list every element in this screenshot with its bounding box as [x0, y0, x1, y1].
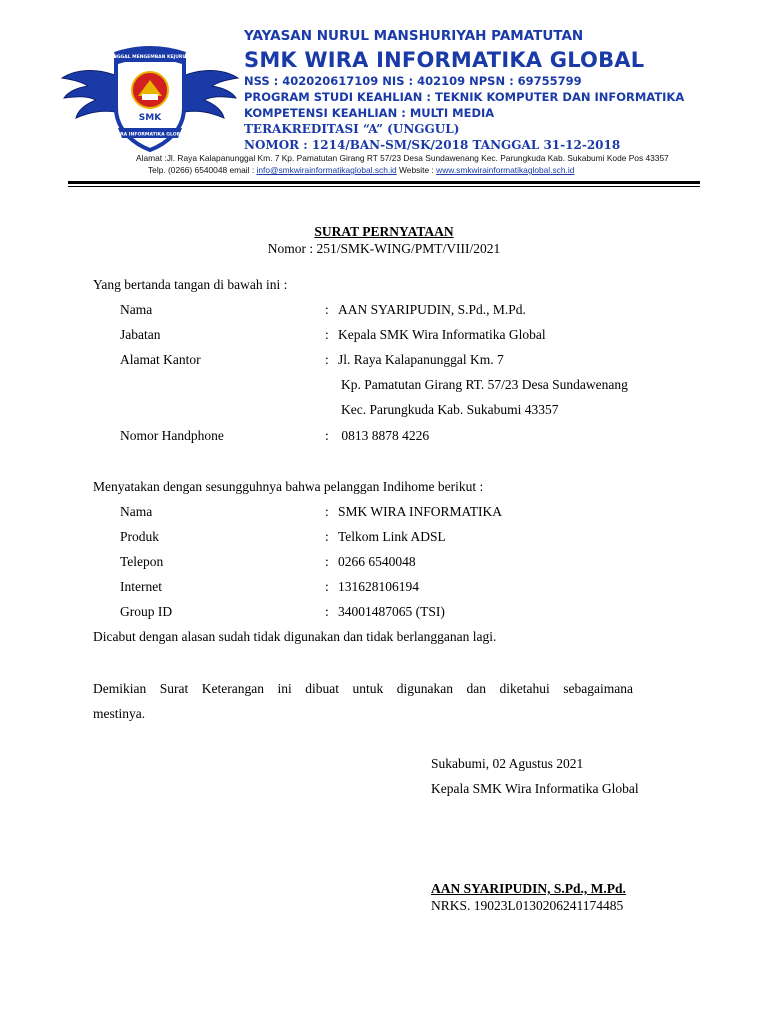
office-address-line2: Kp. Pamatutan Girang RT. 57/23 Desa Sundawenang	[341, 377, 628, 392]
logo-banner-text: TANGGAL MENGEMBAN KEJURUAN	[106, 55, 194, 60]
competency: KOMPETENSI KEAHLIAN : MULTI MEDIA	[244, 105, 495, 120]
field-colon: :	[325, 529, 329, 544]
field-label: Nomor Handphone	[120, 428, 224, 443]
field-label: Internet	[120, 579, 162, 594]
document-title: SURAT PERNYATAAN	[314, 224, 454, 239]
document-number: Nomor : 251/SMK-WING/PMT/VIII/2021	[267, 241, 501, 256]
field-label: Nama	[120, 302, 153, 317]
closing-line-1: Demikian Surat Keterangan ini dibuat untuk digunakan dan diketahui sebagaimana	[93, 681, 633, 696]
closing-line-2: mestinya.	[93, 706, 146, 721]
website-label: Website :	[396, 165, 437, 175]
signer-name-value: AAN SYARIPUDIN, S.Pd., M.Pd.	[338, 302, 526, 317]
phone-text: Telp. (0266) 6540048 email :	[148, 165, 257, 175]
group-id-value: 34001487065 (TSI)	[338, 604, 445, 619]
statement-text: Menyatakan dengan sesungguhnya bahwa pelanggan Indihome berikut :	[93, 479, 484, 494]
field-label: Alamat Kantor	[120, 352, 201, 367]
field-colon: :	[325, 352, 329, 367]
intro-text: Yang bertanda tangan di bawah ini :	[93, 277, 288, 292]
signer-position-value: Kepala SMK Wira Informatika Global	[338, 327, 546, 342]
field-label: Produk	[120, 529, 160, 544]
field-colon: :	[325, 302, 329, 317]
field-colon: :	[325, 428, 329, 443]
field-label: Telepon	[120, 554, 164, 569]
logo-center-text: SMK	[138, 113, 162, 123]
website-link[interactable]: www.smkwirainformatikaglobal.sch.id	[436, 165, 575, 175]
foundation-name: YAYASAN NURUL MANSHURIYAH PAMATUTAN	[244, 28, 584, 44]
signer-name: AAN SYARIPUDIN, S.Pd., M.Pd.	[431, 881, 626, 896]
field-colon: :	[325, 327, 329, 342]
school-address: Alamat :Jl. Raya Kalapanunggal Km. 7 Kp. Pamatutan Girang RT 57/23 Desa Sundawenang Kec. Parungkuda Kab. Sukabumi Kode Pos 43357	[136, 153, 669, 163]
accreditation-decree: NOMOR : 1214/BAN-SM/SK/2018 TANGGAL 31-12-2018	[244, 138, 621, 152]
field-label: Jabatan	[120, 327, 161, 342]
revocation-reason: Dicabut dengan alasan sudah tidak digunakan dan tidak berlangganan lagi.	[93, 629, 497, 644]
signer-nrks: NRKS. 19023L0130206241174485	[431, 898, 624, 913]
signer-title: Kepala SMK Wira Informatika Global	[431, 781, 639, 796]
logo-bottom-text: WIRA INFORMATIKA GLOBAL	[113, 132, 187, 138]
field-label: Group ID	[120, 604, 173, 619]
telephone-value: 0266 6540048	[338, 554, 416, 569]
office-address-line1: Jl. Raya Kalapanunggal Km. 7	[338, 352, 504, 367]
field-label: Nama	[120, 504, 153, 519]
field-colon: :	[325, 604, 329, 619]
school-name: SMK WIRA INFORMATIKA GLOBAL	[244, 47, 645, 72]
email-link[interactable]: info@smkwirainformatikaglobal.sch.id	[256, 165, 397, 175]
field-colon: :	[325, 554, 329, 569]
phone-value: 0813 8878 4226	[338, 428, 430, 443]
office-address-line3: Kec. Parungkuda Kab. Sukabumi 43357	[341, 402, 559, 417]
school-ids: NSS : 402020617109 NIS : 402109 NPSN : 69755799	[244, 73, 582, 88]
field-colon: :	[325, 504, 329, 519]
study-program: PROGRAM STUDI KEAHLIAN : TEKNIK KOMPUTER DAN INFORMATIKA	[244, 90, 685, 104]
product-value: Telkom Link ADSL	[338, 529, 446, 544]
field-colon: :	[325, 579, 329, 594]
customer-name-value: SMK WIRA INFORMATIKA	[338, 504, 503, 519]
accreditation: TERAKREDITASI “A” (UNGGUL)	[244, 122, 460, 136]
place-date: Sukabumi, 02 Agustus 2021	[431, 756, 584, 771]
internet-value: 131628106194	[338, 579, 419, 594]
